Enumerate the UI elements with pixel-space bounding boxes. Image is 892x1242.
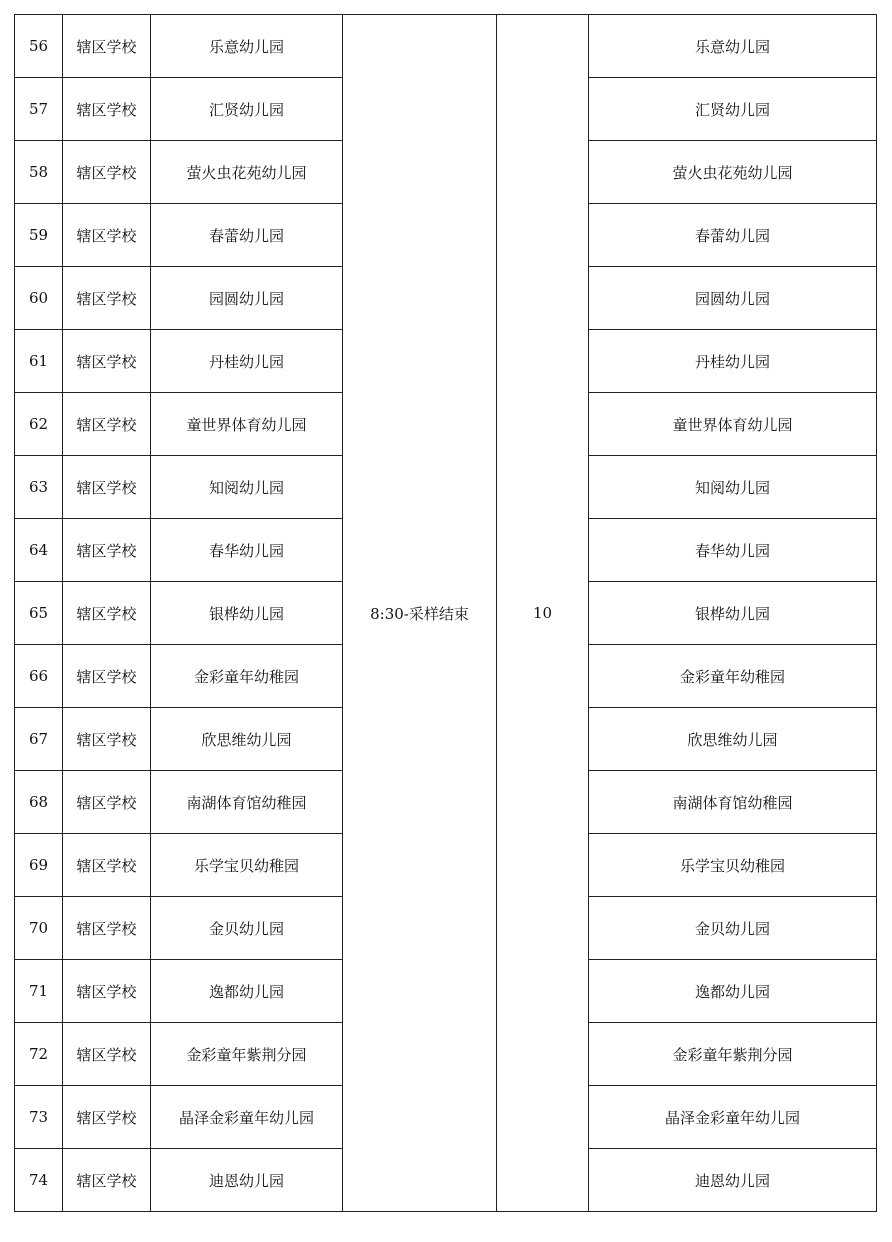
school-name-cell: 春蕾幼儿园 (151, 204, 343, 267)
school-name-cell: 园圆幼儿园 (151, 267, 343, 330)
sampling-site-cell: 迪恩幼儿园 (589, 1149, 877, 1212)
school-name-cell: 丹桂幼儿园 (151, 330, 343, 393)
row-number-cell: 69 (15, 834, 63, 897)
school-name-cell: 南湖体育馆幼稚园 (151, 771, 343, 834)
sampling-site-cell: 乐意幼儿园 (589, 15, 877, 78)
school-name-cell: 童世界体育幼儿园 (151, 393, 343, 456)
row-number-cell: 56 (15, 15, 63, 78)
sampling-site-cell: 知阅幼儿园 (589, 456, 877, 519)
sampling-schedule-table (14, 14, 877, 1212)
sampling-site-cell: 欣思维幼儿园 (589, 708, 877, 771)
area-cell: 辖区学校 (63, 456, 151, 519)
school-name-cell: 乐学宝贝幼稚园 (151, 834, 343, 897)
sampling-site-cell: 金彩童年幼稚园 (589, 645, 877, 708)
school-name-cell: 银桦幼儿园 (151, 582, 343, 645)
school-name-cell: 晶泽金彩童年幼儿园 (151, 1086, 343, 1149)
sampling-site-cell: 萤火虫花苑幼儿园 (589, 141, 877, 204)
school-name-cell: 汇贤幼儿园 (151, 78, 343, 141)
row-number-cell: 59 (15, 204, 63, 267)
school-name-cell: 乐意幼儿园 (151, 15, 343, 78)
sampling-site-cell: 逸都幼儿园 (589, 960, 877, 1023)
row-number-cell: 73 (15, 1086, 63, 1149)
sampling-site-cell: 南湖体育馆幼稚园 (589, 771, 877, 834)
sampling-site-cell: 金贝幼儿园 (589, 897, 877, 960)
sampling-site-cell: 金彩童年紫荆分园 (589, 1023, 877, 1086)
area-cell: 辖区学校 (63, 519, 151, 582)
sampling-site-cell: 春华幼儿园 (589, 519, 877, 582)
school-name-cell: 金贝幼儿园 (151, 897, 343, 960)
area-cell: 辖区学校 (63, 78, 151, 141)
sampling-site-cell: 晶泽金彩童年幼儿园 (589, 1086, 877, 1149)
area-cell: 辖区学校 (63, 330, 151, 393)
table-body (15, 15, 877, 1212)
sampling-site-cell: 春蕾幼儿园 (589, 204, 877, 267)
table-row (15, 15, 877, 78)
sampling-site-cell: 园圆幼儿园 (589, 267, 877, 330)
row-number-cell: 64 (15, 519, 63, 582)
school-name-cell: 欣思维幼儿园 (151, 708, 343, 771)
area-cell: 辖区学校 (63, 960, 151, 1023)
school-name-cell: 金彩童年幼稚园 (151, 645, 343, 708)
sampling-site-cell: 乐学宝贝幼稚园 (589, 834, 877, 897)
area-cell: 辖区学校 (63, 708, 151, 771)
area-cell: 辖区学校 (63, 645, 151, 708)
area-cell: 辖区学校 (63, 897, 151, 960)
row-number-cell: 62 (15, 393, 63, 456)
area-cell: 辖区学校 (63, 834, 151, 897)
sampling-site-cell: 汇贤幼儿园 (589, 78, 877, 141)
row-number-cell: 60 (15, 267, 63, 330)
area-cell: 辖区学校 (63, 393, 151, 456)
sampling-count-cell: 10 (497, 15, 589, 1212)
area-cell: 辖区学校 (63, 771, 151, 834)
sampling-time-cell: 8:30-采样结束 (343, 15, 497, 1212)
sampling-site-cell: 童世界体育幼儿园 (589, 393, 877, 456)
sampling-site-cell: 丹桂幼儿园 (589, 330, 877, 393)
school-name-cell: 迪恩幼儿园 (151, 1149, 343, 1212)
area-cell: 辖区学校 (63, 1149, 151, 1212)
area-cell: 辖区学校 (63, 15, 151, 78)
row-number-cell: 74 (15, 1149, 63, 1212)
row-number-cell: 67 (15, 708, 63, 771)
row-number-cell: 71 (15, 960, 63, 1023)
row-number-cell: 72 (15, 1023, 63, 1086)
sampling-site-cell: 银桦幼儿园 (589, 582, 877, 645)
row-number-cell: 66 (15, 645, 63, 708)
area-cell: 辖区学校 (63, 141, 151, 204)
row-number-cell: 58 (15, 141, 63, 204)
school-name-cell: 萤火虫花苑幼儿园 (151, 141, 343, 204)
row-number-cell: 65 (15, 582, 63, 645)
row-number-cell: 68 (15, 771, 63, 834)
row-number-cell: 70 (15, 897, 63, 960)
school-name-cell: 知阅幼儿园 (151, 456, 343, 519)
area-cell: 辖区学校 (63, 582, 151, 645)
area-cell: 辖区学校 (63, 267, 151, 330)
school-name-cell: 春华幼儿园 (151, 519, 343, 582)
area-cell: 辖区学校 (63, 204, 151, 267)
row-number-cell: 57 (15, 78, 63, 141)
row-number-cell: 61 (15, 330, 63, 393)
area-cell: 辖区学校 (63, 1023, 151, 1086)
school-name-cell: 金彩童年紫荆分园 (151, 1023, 343, 1086)
row-number-cell: 63 (15, 456, 63, 519)
school-name-cell: 逸都幼儿园 (151, 960, 343, 1023)
area-cell: 辖区学校 (63, 1086, 151, 1149)
